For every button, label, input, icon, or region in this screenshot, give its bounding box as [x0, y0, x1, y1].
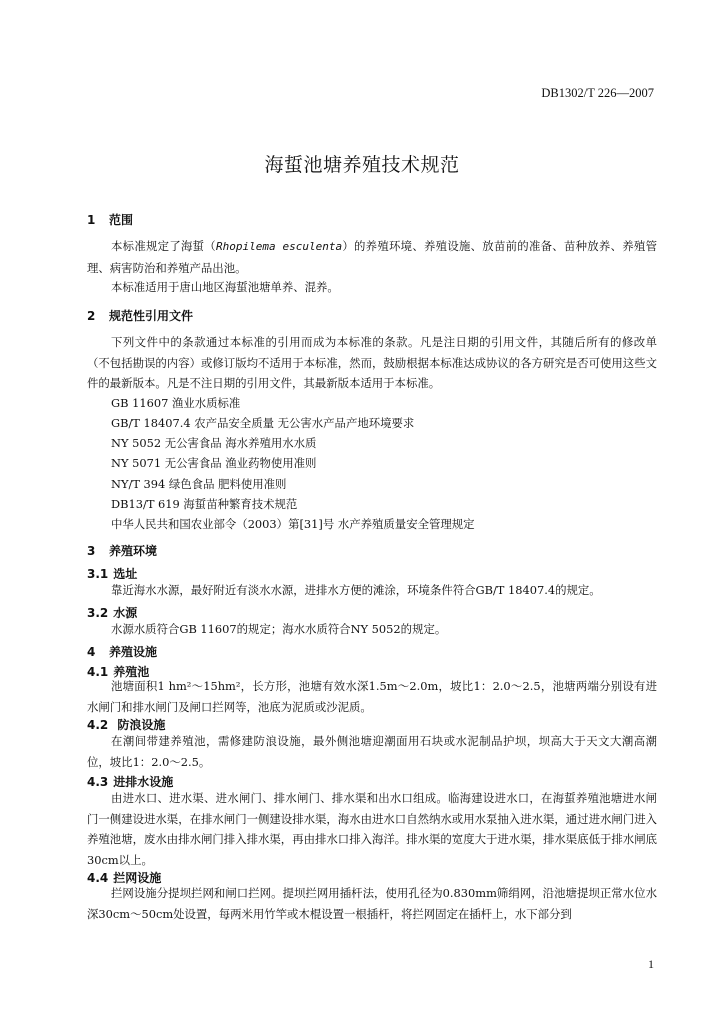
section-1-paragraph-2: 本标准适用于唐山地区海蜇池塘单养、混养。 [111, 280, 339, 294]
section-4-2-paragraph: 在潮间带建养殖池，需修建防浪设施，最外侧池塘迎潮面用石块或水泥制品护坝，坝高大于天文大潮高潮位，坡比1：2.0～2.5。 [87, 734, 657, 769]
section-title: 水源 [113, 606, 138, 620]
section-number: 1 [87, 213, 96, 227]
section-1-paragraph-1 [87, 236, 657, 278]
section-title: 养殖环境 [109, 544, 158, 558]
section-number: 3 [87, 544, 96, 558]
reference-item: GB 11607 渔业水质标准 [111, 396, 241, 410]
section-number: 4 [87, 645, 96, 659]
document-title: 海蜇池塘养殖技术规范 [264, 154, 460, 176]
section-number: 3.2 [87, 606, 109, 620]
section-title: 选址 [113, 567, 138, 581]
section-title: 规范性引用文件 [109, 309, 194, 323]
standard-code: DB1302/T 226—2007 [541, 86, 654, 100]
section-3-2-paragraph: 水源水质符合GB 11607的规定；海水水质符合NY 5052的规定。 [111, 622, 447, 636]
section-3-1-paragraph: 靠近海水水源，最好附近有淡水水源，进排水方便的滩涂，环境条件符合GB/T 18407.4的规定。 [111, 583, 601, 597]
section-number: 3.1 [87, 567, 109, 581]
latin-name: Rhopilema esculenta [215, 240, 343, 253]
section-number: 4.3 [87, 775, 109, 789]
section-4-4-paragraph: 拦网设施分提坝拦网和闸口拦网。提坝拦网用插杆法，使用孔径为0.830mm筛绢网，沿池塘提坝正常水位水深30cm～50cm处设置，每两米用竹竿或木棍设置一根插杆，将拦网固定在插杆上，水下部分到 [87, 886, 657, 921]
reference-item: DB13/T 619 海蜇苗种繁育技术规范 [111, 497, 298, 511]
section-number: 4.4 [87, 871, 109, 885]
section-title: 养殖池 [113, 665, 150, 679]
section-title: 拦网设施 [113, 871, 162, 885]
text: ）的养殖环境、养殖设施、放苗前的准备、苗种放养、养殖管理、病害防治和养殖产品出池。 [87, 239, 657, 275]
section-number: 4.2 [87, 718, 109, 732]
section-1-heading [87, 211, 133, 228]
section-title: 进排水设施 [113, 775, 174, 789]
text: 本标准规定了海蜇（ [111, 239, 216, 253]
reference-item: NY/T 394 绿色食品 肥料使用准则 [111, 477, 287, 491]
section-title: 范围 [109, 213, 134, 227]
section-3-heading [87, 542, 157, 559]
section-2-paragraph: 下列文件中的条款通过本标准的引用而成为本标准的条款。凡是注日期的引用文件，其随后所有的修改单（不包括勘误的内容）或修订版均不适用于本标准，然而，鼓励根据本标准达成协议的各方研究是否可使用这些文件的最新版本。凡是不注日期的引用文件，其最新版本适用于本标准。 [87, 335, 657, 390]
reference-item: GB/T 18407.4 农产品安全质量 无公害水产品产地环境要求 [111, 416, 415, 430]
section-4-3-paragraph: 由进水口、进水渠、进水闸门、排水闸门、排水渠和出水口组成。临海建设进水口，在海蜇养殖池塘进水闸门一侧建设进水渠，在排水闸门一侧建设排水渠，海水由进水口自然纳水或用水泵抽入进水渠，通过进水闸门进入养殖池塘，废水由排水闸门排入排水渠，再由排水口排入海洋。排水渠的宽度大于进水渠，排水渠底低于排水闸底30cm以上。 [87, 791, 657, 867]
reference-item: NY 5071 无公害食品 渔业药物使用准则 [111, 456, 317, 470]
section-title: 防浪设施 [117, 718, 166, 732]
section-number: 4.1 [87, 665, 109, 679]
section-4-1-paragraph: 池塘面积1 hm²～15hm²，长方形，池塘有效水深1.5m～2.0m，坡比1：2.0～2.5，池塘两端分别设有进水闸门和排水闸门及闸口拦网等，池底为泥质或沙泥质。 [87, 679, 657, 714]
section-title: 养殖设施 [109, 645, 158, 659]
section-number: 2 [87, 309, 96, 323]
page-number: 1 [648, 957, 654, 971]
reference-item: 中华人民共和国农业部令（2003）第[31]号 水产养殖质量安全管理规定 [111, 517, 475, 531]
section-4-heading [87, 643, 157, 660]
section-2-heading [87, 307, 193, 324]
reference-item: NY 5052 无公害食品 海水养殖用水水质 [111, 436, 317, 450]
